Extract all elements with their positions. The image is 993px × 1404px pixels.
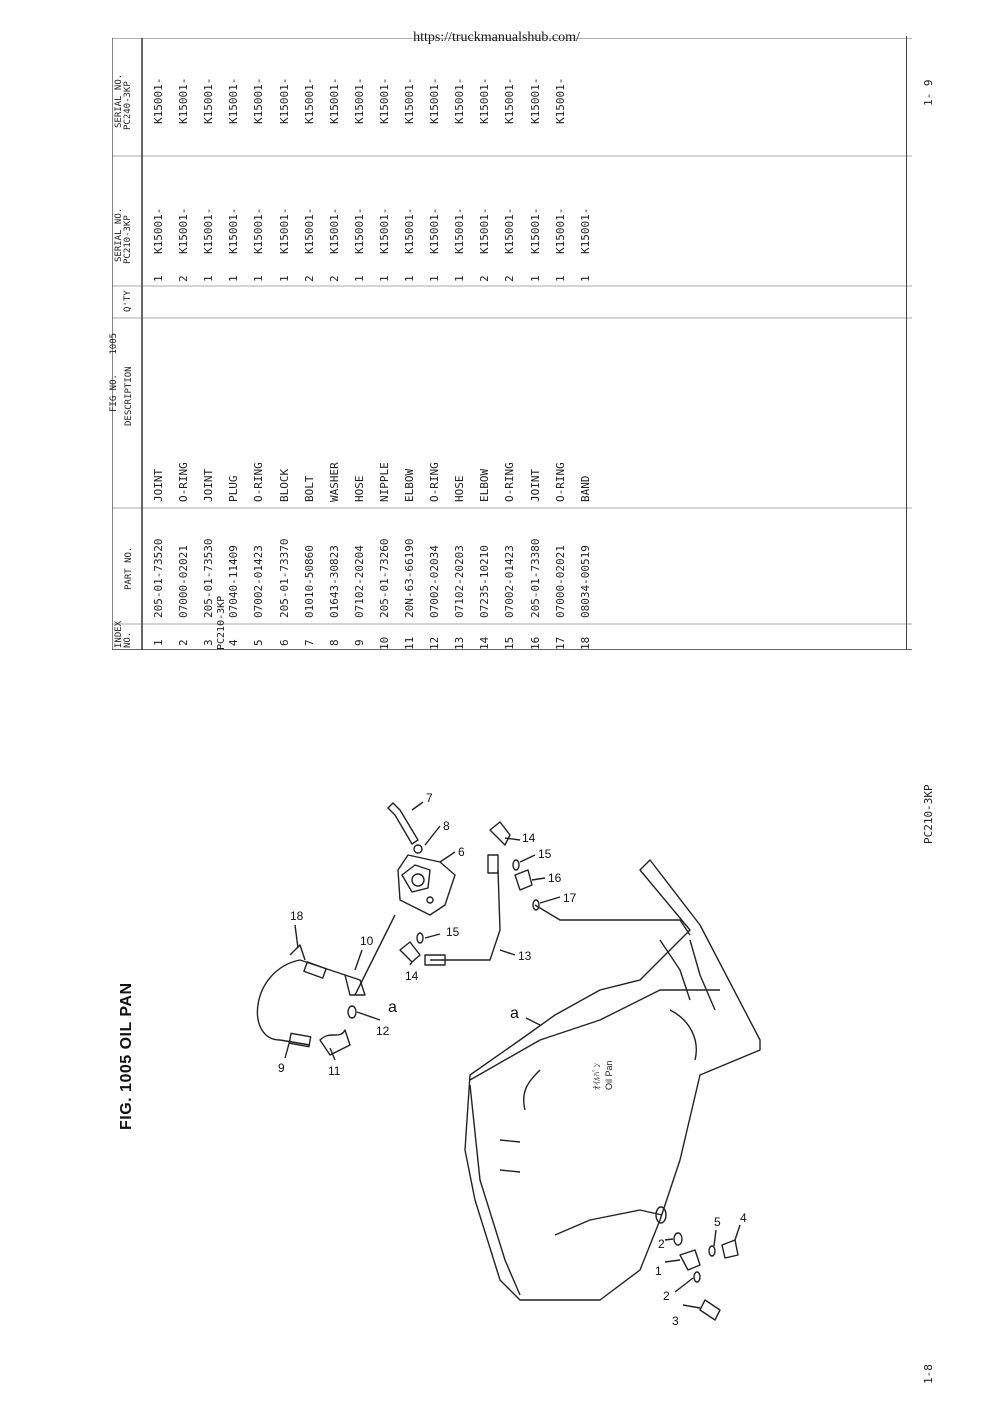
header-qty: Q'TY: [123, 290, 133, 312]
cell-qty: 2: [302, 275, 316, 282]
callout-4: 4: [740, 1211, 747, 1225]
cell-qty: 1: [277, 275, 291, 282]
cell-description: BLOCK: [277, 468, 291, 502]
cell-index: 7: [302, 639, 316, 646]
cell-serial-pc240: K15001-: [152, 77, 165, 124]
cell-serial-pc240: K15001-: [327, 77, 341, 124]
cell-serial-pc210: K15001-: [352, 207, 366, 254]
cell-part-no: 07000-02021: [553, 545, 567, 618]
cell-serial-pc240: K15001-: [553, 77, 567, 124]
cell-description: O-RING: [503, 462, 517, 502]
cell-serial-pc240: K15001-: [277, 77, 291, 124]
cell-part-no: 07040-11409: [227, 545, 241, 618]
cell-serial-pc210: K15001-: [528, 207, 542, 254]
callout-13: 13: [518, 949, 532, 963]
cell-qty: 1: [578, 275, 592, 282]
header-serial-a-line1: SERIAL NO.: [114, 207, 124, 262]
cell-part-no: 01010-50860: [302, 545, 316, 618]
right-margin-rule: [906, 36, 907, 650]
cell-qty: 1: [453, 275, 467, 282]
oil-pan-label-jp: ｵｲﾙﾊﾟﾝ: [592, 1062, 602, 1090]
cell-serial-pc210: K15001-: [302, 207, 316, 254]
cell-part-no: 07002-02034: [428, 545, 442, 618]
cell-part-no: 07235-10210: [478, 545, 492, 618]
cell-serial-pc210: K15001-: [377, 207, 391, 254]
header-serial-b-line2: PC240-3KP: [123, 81, 133, 130]
cell-description: JOINT: [202, 468, 216, 502]
cell-serial-pc240: K15001-: [403, 77, 416, 124]
cell-description: O-RING: [553, 462, 567, 502]
callout-12: 12: [376, 1024, 390, 1038]
fig-no-value: 1005: [109, 332, 119, 355]
cell-part-no: 20N-63-66190: [403, 538, 416, 618]
callout-2b: 2: [663, 1289, 670, 1303]
callout-11: 11: [328, 1064, 341, 1078]
cell-part-no: 205-01-73370: [277, 538, 291, 618]
cell-description: ELBOW: [403, 468, 416, 502]
callout-18: 18: [290, 909, 304, 923]
cell-part-no: 07002-01423: [503, 545, 517, 618]
callout-14b: 14: [522, 831, 536, 845]
callout-3: 3: [672, 1314, 679, 1328]
cell-part-no: 07102-20203: [453, 545, 467, 618]
cell-serial-pc240: K15001-: [227, 77, 241, 124]
fig-no-label: FIG NO.: [109, 374, 119, 412]
cell-serial-pc210: K15001-: [553, 207, 567, 254]
cell-serial-pc210: K15001-: [152, 207, 165, 254]
callout-5: 5: [714, 1215, 721, 1229]
page-number-left: 1-8: [922, 1364, 935, 1384]
cell-description: O-RING: [252, 462, 266, 502]
cell-serial-pc240: K15001-: [453, 77, 467, 124]
cell-serial-pc210: K15001-: [277, 207, 291, 254]
cell-qty: 2: [177, 275, 191, 282]
cell-qty: 1: [352, 275, 366, 282]
cell-index: 6: [277, 639, 291, 646]
cell-part-no: 205-01-73520: [152, 538, 165, 618]
cell-index: 12: [428, 636, 442, 650]
cell-serial-pc210: K15001-: [453, 207, 467, 254]
callout-16: 16: [548, 871, 562, 885]
figure-title: FIG. 1005 OIL PAN: [118, 982, 135, 1130]
cell-index: 15: [503, 636, 517, 650]
cell-index: 17: [553, 636, 567, 650]
cell-index: 9: [352, 639, 366, 646]
cell-qty: 1: [377, 275, 391, 282]
header-fig-no: [109, 333, 119, 412]
callout-9: 9: [278, 1061, 285, 1075]
cell-qty: 1: [528, 275, 542, 282]
cell-serial-pc210: K15001-: [252, 207, 266, 254]
header-serial-b-line1: SERIAL NO.: [114, 73, 124, 128]
cell-qty: 1: [252, 275, 266, 282]
cell-qty: 2: [327, 275, 341, 282]
page-number-right: 1- 9: [922, 79, 935, 106]
cell-part-no: 08034-00519: [578, 545, 592, 618]
cell-part-no: 07102-20204: [352, 545, 366, 618]
header-serial-a-line2: PC210-3KP: [123, 215, 133, 264]
header-index-line2: NO.: [123, 631, 133, 648]
cell-serial-pc210: K15001-: [227, 207, 241, 254]
cell-index: 5: [252, 639, 266, 646]
cell-serial-pc240: K15001-: [202, 77, 216, 124]
cell-description: BOLT: [302, 475, 316, 502]
cell-index: 1: [152, 639, 165, 646]
header-part-no: PART NO.: [124, 546, 134, 590]
cell-qty: 1: [152, 275, 165, 282]
parts-table: [109, 38, 912, 650]
cell-index: 10: [377, 636, 391, 650]
cell-part-no: 07000-02021: [177, 545, 191, 618]
cell-serial-pc210: K15001-: [478, 207, 492, 254]
cell-description: O-RING: [428, 462, 442, 502]
cell-serial-pc240: K15001-: [252, 77, 266, 124]
cell-serial-pc210: K15001-: [403, 207, 416, 254]
cell-serial-pc240: K15001-: [352, 77, 366, 124]
cell-qty: 2: [478, 275, 492, 282]
callout-15a: 15: [446, 925, 460, 939]
cell-index: 2: [177, 639, 191, 646]
callout-14a: 14: [405, 969, 419, 983]
ref-a-left: a: [388, 999, 397, 1016]
callout-6: 6: [458, 845, 465, 859]
cell-index: 8: [327, 639, 341, 646]
cell-qty: 1: [553, 275, 567, 282]
cell-qty: 1: [202, 275, 216, 282]
cell-part-no: 205-01-73530: [202, 538, 216, 618]
cell-index: 4: [227, 639, 241, 646]
cell-description: HOSE: [352, 475, 366, 502]
cell-index: 13: [453, 636, 467, 650]
cell-index: 18: [578, 636, 592, 650]
oil-pan-label-en: Oil Pan: [604, 1060, 614, 1090]
callout-17: 17: [563, 891, 577, 905]
callout-10: 10: [360, 934, 374, 948]
cell-index: 11: [403, 636, 416, 650]
cell-description: O-RING: [177, 462, 191, 502]
cell-serial-pc240: K15001-: [478, 77, 492, 124]
cell-qty: 2: [503, 275, 517, 282]
cell-serial-pc240: K15001-: [377, 77, 391, 124]
callout-1: 1: [655, 1264, 662, 1278]
cell-serial-pc210: K15001-: [327, 207, 341, 254]
ref-a-right: a: [510, 1005, 519, 1022]
cell-qty: 1: [227, 275, 241, 282]
callout-8: 8: [443, 819, 450, 833]
cell-part-no: 205-01-73380: [528, 538, 542, 618]
cell-description: JOINT: [152, 468, 165, 502]
header-index-line1: INDEX: [114, 620, 124, 648]
cell-serial-pc210: K15001-: [202, 207, 216, 254]
cell-description: BAND: [578, 475, 592, 502]
cell-qty: 1: [428, 275, 442, 282]
cell-serial-pc240: K15001-: [302, 77, 316, 124]
source-url-link[interactable]: https://truckmanualshub.com/: [413, 30, 580, 45]
cell-index: 16: [528, 636, 542, 650]
model-left: PC210-3KP: [922, 784, 935, 844]
cell-serial-pc210: K15001-: [428, 207, 442, 254]
callout-15b: 15: [538, 847, 552, 861]
cell-serial-pc240: K15001-: [177, 77, 191, 124]
cell-description: PLUG: [227, 475, 241, 502]
cell-serial-pc240: K15001-: [428, 77, 442, 124]
cell-qty: 1: [403, 275, 416, 282]
cell-part-no: 07002-01423: [252, 545, 266, 618]
cell-description: ELBOW: [478, 468, 492, 502]
cell-description: NIPPLE: [377, 462, 391, 502]
header-description: DESCRIPTION: [124, 366, 134, 426]
cell-description: JOINT: [528, 468, 542, 502]
cell-serial-pc210: K15001-: [177, 207, 191, 254]
table-model: PC210-3KP: [216, 595, 227, 650]
cell-index: 3: [202, 639, 216, 646]
cell-serial-pc240: K15001-: [528, 77, 542, 124]
cell-part-no: 01643-30823: [327, 545, 341, 618]
cell-serial-pc240: K15001-: [503, 77, 517, 124]
cell-index: 14: [478, 636, 492, 650]
cell-description: WASHER: [327, 462, 341, 502]
cell-part-no: 205-01-73260: [377, 538, 391, 618]
cell-description: HOSE: [453, 475, 467, 502]
cell-serial-pc210: K15001-: [578, 207, 592, 254]
callout-2a: 2: [658, 1237, 665, 1251]
callout-7: 7: [426, 791, 433, 805]
cell-serial-pc210: K15001-: [503, 207, 517, 254]
